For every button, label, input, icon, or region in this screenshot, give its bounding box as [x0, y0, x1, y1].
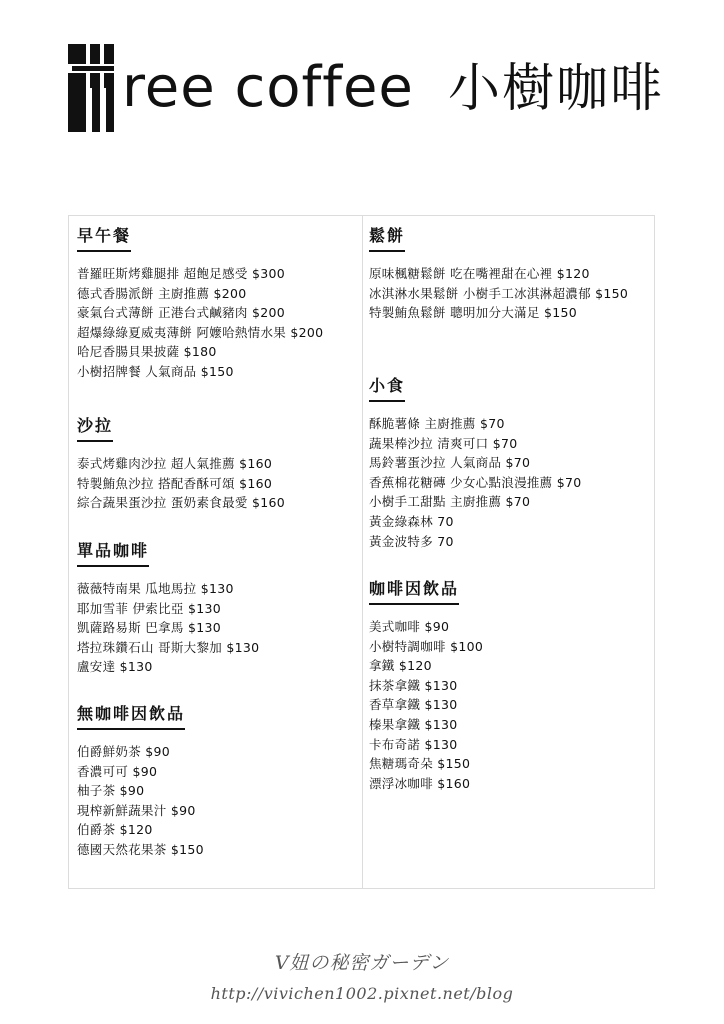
menu-item: 伯爵茶 $120 [77, 822, 153, 838]
menu-item: 泰式烤雞肉沙拉 超人氣推薦 $160 [77, 456, 273, 471]
section-brunch [77, 226, 323, 382]
menu-item: 小樹手工甜點 主廚推薦 $70 [369, 494, 531, 510]
section-caffeinated-drinks [369, 579, 483, 793]
menu-item: 柚子茶 $90 [77, 783, 145, 799]
menu-item: 美式咖啡 $90 [369, 619, 450, 634]
menu-item: 香蕉棉花糖磚 少女心點浪漫推薦 $70 [369, 474, 582, 490]
menu-item: 現榨新鮮蔬果汁 $90 [77, 802, 196, 818]
menu-item: 蔬果棒沙拉 清爽可口 $70 [369, 435, 518, 451]
section-single-origin-coffee [77, 541, 259, 677]
menu-item: 焦糖瑪奇朵 $150 [369, 756, 471, 772]
section-title: 早午餐 [77, 226, 131, 252]
brand-name-en: ree coffee [122, 55, 414, 120]
menu-item: 塔拉珠鑽石山 哥斯大黎加 $130 [77, 639, 260, 655]
menu-item: 冰淇淋水果鬆餅 小樹手工冰淇淋超濃郁 $150 [369, 285, 629, 301]
watermark-url: http://vivichen1002.pixnet.net/blog [210, 984, 514, 1003]
menu-item: 原味楓糖鬆餅 吃在嘴裡甜在心裡 $120 [369, 266, 590, 281]
section-title: 沙拉 [77, 416, 113, 442]
menu-item: 馬鈴薯蛋沙拉 人氣商品 $70 [369, 455, 531, 471]
menu-item: 卡布奇諾 $130 [369, 736, 458, 752]
section-salad [77, 416, 285, 513]
menu-item: 香濃可可 $90 [77, 763, 158, 779]
section-decaf-drinks [77, 704, 204, 860]
menu-header [68, 40, 668, 140]
section-title: 無咖啡因飲品 [77, 704, 185, 730]
menu-item: 酥脆薯條 主廚推薦 $70 [369, 416, 505, 431]
section-snacks [369, 376, 582, 551]
menu-item: 超爆綠綠夏威夷薄餅 阿嬤哈熱情水果 $200 [77, 324, 324, 340]
menu-item: 伯爵鮮奶茶 $90 [77, 744, 171, 759]
menu-item: 凱薩路易斯 巴拿馬 $130 [77, 620, 221, 636]
menu-item: 小樹招牌餐 人氣商品 $150 [77, 363, 234, 379]
menu-item: 豪氣台式薄餅 正港台式鹹豬肉 $200 [77, 305, 285, 321]
menu-item: 黃金綠森林 70 [369, 513, 454, 529]
menu-item: 特製鮪魚鬆餅 聰明加分大滿足 $150 [369, 305, 577, 321]
menu-item: 拿鐵 $120 [369, 658, 432, 674]
menu-item: 盧安達 $130 [77, 659, 153, 675]
watermark-title: V妞の秘密ガーデン [274, 952, 450, 974]
section-title: 鬆餅 [369, 226, 405, 252]
menu-item: 普羅旺斯烤雞腿排 超飽足感受 $300 [77, 266, 285, 281]
menu-item: 抹茶拿鐵 $130 [369, 677, 458, 693]
section-title: 單品咖啡 [77, 541, 149, 567]
brand-name-zh: 小樹咖啡 [448, 59, 665, 119]
column-divider [362, 216, 363, 888]
section-title: 小食 [369, 376, 405, 402]
section-title: 咖啡因飲品 [369, 579, 459, 605]
menu-item: 薇薇特南果 瓜地馬拉 $130 [77, 581, 234, 596]
menu-item: 黃金波特多 70 [369, 533, 454, 549]
menu-item: 德國天然花果茶 $150 [77, 841, 204, 857]
menu-item: 德式香腸派餅 主廚推薦 $200 [77, 285, 247, 301]
tree-logo-icon [68, 44, 118, 132]
menu-item: 哈尼香腸貝果披薩 $180 [77, 344, 217, 360]
section-pancakes [369, 226, 628, 323]
menu-item: 耶加雪菲 伊索比亞 $130 [77, 600, 221, 616]
menu-item: 香草拿鐵 $130 [369, 697, 458, 713]
menu-item: 綜合蔬果蛋沙拉 蛋奶素食最愛 $160 [77, 495, 285, 511]
menu-item: 榛果拿鐵 $130 [369, 716, 458, 732]
menu-item: 小樹特調咖啡 $100 [369, 638, 484, 654]
menu-item: 特製鮪魚沙拉 搭配香酥可頌 $160 [77, 475, 273, 491]
menu-board [68, 215, 655, 889]
menu-item: 漂浮冰咖啡 $160 [369, 775, 471, 791]
